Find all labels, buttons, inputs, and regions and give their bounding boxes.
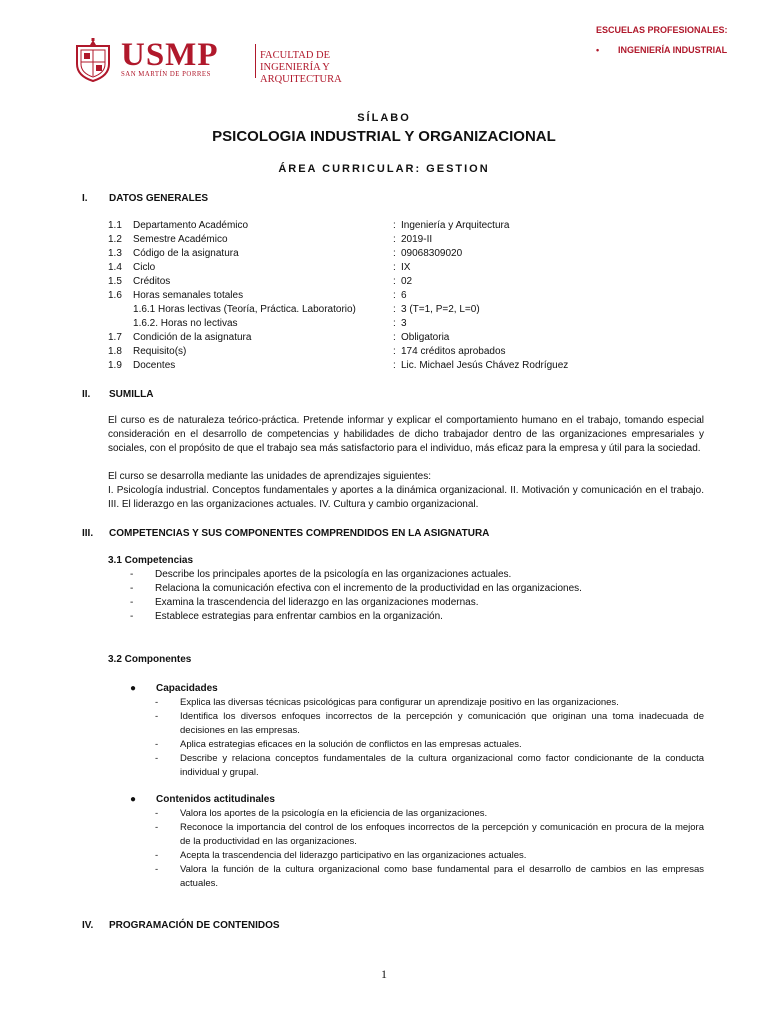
dash-icon: -	[130, 611, 134, 622]
data-value: 6	[401, 290, 407, 301]
data-value: 2019-II	[401, 234, 433, 245]
schools-item	[596, 45, 727, 55]
dash-icon: -	[155, 850, 159, 861]
section-2-heading	[82, 389, 153, 400]
summary-paragraph-2: El curso se desarrolla mediante las unidades de aprendizajes siguientes:	[108, 471, 431, 482]
capacidades-heading	[130, 683, 218, 694]
dash-icon: -	[155, 711, 159, 722]
actitudinales-heading	[130, 794, 275, 805]
data-label: 1.4 Ciclo	[108, 262, 156, 273]
capacidades-item	[155, 738, 704, 752]
data-label: 1.9 Docentes	[108, 360, 176, 371]
section-4-heading	[82, 920, 280, 931]
data-separator: :	[393, 220, 396, 231]
item-text: Explica las diversas técnicas psicológicas para configurar un aprendizaje positivo en las organizaciones.	[180, 697, 619, 708]
competencia-text: Examina la trascendencia del liderazgo en las organizaciones modernas.	[155, 597, 479, 608]
dash-icon: -	[130, 569, 134, 580]
data-label: 1.6.1 Horas lectivas (Teoría, Práctica. Laboratorio)	[108, 304, 356, 315]
data-value: 3 (T=1, P=2, L=0)	[401, 304, 480, 315]
data-label: 1.5 Créditos	[108, 276, 171, 287]
capacidades-item	[155, 696, 704, 710]
page-number: 1	[381, 967, 387, 981]
schools-title: ESCUELAS PROFESIONALES:	[596, 25, 728, 35]
data-separator: :	[393, 248, 396, 259]
componentes-heading: 3.2 Componentes	[108, 654, 192, 665]
item-text: Reconoce la importancia del control de los enfoques incorrectos de la percepción y comunicación en procura de la mejora de la productividad en las organizaciones.	[180, 822, 704, 847]
university-logo	[72, 38, 382, 84]
item-text: Describe y relaciona conceptos fundamentales de la cultura organizacional como factor condicionante de la conducta individual y grupal.	[180, 753, 704, 778]
actitudinales-item	[155, 863, 704, 891]
summary-paragraph-1: El curso es de naturaleza teórico-práctica. Pretende informar y explicar el comportamiento humano en el trabajo, tomando especial consideración en el desarrollo de competencias y habilidades de dicho trabajador dentro de las organizaciones empresariales y sociales, con el propósito de que el trabajo sea más satisfactorio para el individuo, más eficaz para la empresa y útil para la sociedad.	[108, 415, 704, 454]
data-label: 1.6 Horas semanales totales	[108, 290, 244, 301]
course-title: PSICOLOGIA INDUSTRIAL Y ORGANIZACIONAL	[212, 128, 556, 145]
dash-icon: -	[155, 808, 159, 819]
competencia-item	[130, 596, 479, 610]
capacidades-item	[155, 710, 704, 738]
actitudinales-item	[155, 807, 704, 821]
data-label: 1.7 Condición de la asignatura	[108, 332, 252, 343]
university-seal-icon	[72, 38, 114, 82]
section-number: II.	[82, 389, 91, 400]
dash-icon: -	[155, 822, 159, 833]
faculty-line-2: INGENIERÍA Y ARQUITECTURA	[260, 62, 342, 85]
dash-icon: -	[155, 697, 159, 708]
data-separator: :	[393, 262, 396, 273]
faculty-name	[260, 50, 382, 86]
dash-icon: -	[155, 753, 159, 764]
section-title: SUMILLA	[109, 389, 154, 400]
section-number: IV.	[82, 920, 94, 931]
actitudinales-item	[155, 849, 704, 863]
item-text: Identifica los diversos enfoques incorrectos de la percepción y comunicación que originan una toma inadecuada de decisiones en las empresas.	[180, 711, 704, 736]
competencia-text: Establece estrategias para enfrentar cambios en la organización.	[155, 611, 443, 622]
competencia-item	[130, 610, 443, 624]
document-type: SÍLABO	[357, 112, 411, 124]
data-label: 1.8 Requisito(s)	[108, 346, 187, 357]
competencia-text: Describe los principales aportes de la psicología en las organizaciones actuales.	[155, 569, 512, 580]
dash-icon: -	[155, 739, 159, 750]
data-label: 1.1 Departamento Académico	[108, 220, 249, 231]
actitudinales-item	[155, 821, 704, 849]
data-value: 09068309020	[401, 248, 463, 259]
logo-subtitle: SAN MARTÍN DE PORRES	[121, 71, 211, 78]
section-title: COMPETENCIAS Y SUS COMPONENTES COMPRENDIDOS EN LA ASIGNATURA	[109, 528, 490, 539]
item-text: Valora los aportes de la psicología en la eficiencia de las organizaciones.	[180, 808, 488, 819]
section-number: III.	[82, 528, 94, 539]
data-value: 02	[401, 276, 413, 287]
section-title: PROGRAMACIÓN DE CONTENIDOS	[109, 920, 280, 931]
logo-wordmark: USMP	[121, 37, 219, 73]
bullet-icon: ●	[130, 683, 137, 694]
data-separator: :	[393, 332, 396, 343]
data-value: Obligatoria	[401, 332, 450, 343]
dash-icon: -	[130, 583, 134, 594]
schools-item-label: INGENIERÍA INDUSTRIAL	[618, 45, 728, 55]
section-title: DATOS GENERALES	[109, 193, 209, 204]
data-separator: :	[393, 276, 396, 287]
actitudinales-label: Contenidos actitudinales	[156, 794, 275, 805]
data-value: Lic. Michael Jesús Chávez Rodríguez	[401, 360, 569, 371]
data-label: 1.3 Código de la asignatura	[108, 248, 239, 259]
item-text: Valora la función de la cultura organizacional como base fundamental para el desarrollo de cambios en las empresas actuales.	[180, 864, 704, 889]
section-3-heading	[82, 528, 489, 539]
faculty-line-1: FACULTAD DE	[260, 50, 331, 61]
dash-icon: -	[155, 864, 159, 875]
data-separator: :	[393, 304, 396, 315]
data-separator: :	[393, 290, 396, 301]
competencia-text: Relaciona la comunicación efectiva con el incremento de la productividad en las organizaciones.	[155, 583, 582, 594]
data-separator: :	[393, 234, 396, 245]
section-number: I.	[82, 193, 88, 204]
capacidades-item	[155, 752, 704, 780]
data-value: 3	[401, 318, 407, 329]
competencias-heading: 3.1 Competencias	[108, 555, 194, 566]
section-1-heading	[82, 193, 208, 204]
data-value: 174 créditos aprobados	[401, 346, 506, 357]
capacidades-label: Capacidades	[156, 683, 218, 694]
summary-paragraph-3: I. Psicología industrial. Conceptos fundamentales y aportes a la dinámica organizacional. II. Motivación y comunicación en el trabajo. III. El liderazgo en las organizaciones actuales. IV. Cultura y cambio organizacional.	[108, 485, 704, 510]
item-text: Aplica estrategias eficaces en la solución de conflictos en las empresas actuales.	[180, 739, 522, 750]
dash-icon: -	[130, 597, 134, 608]
bullet-icon: •	[596, 45, 600, 55]
data-separator: :	[393, 346, 396, 357]
data-label: 1.6.2. Horas no lectivas	[108, 318, 238, 329]
data-separator: :	[393, 360, 396, 371]
item-text: Acepta la trascendencia del liderazgo participativo en las organizaciones actuales.	[180, 850, 527, 861]
data-value: IX	[401, 262, 411, 273]
data-value: Ingeniería y Arquitectura	[401, 220, 510, 231]
logo-divider	[255, 44, 256, 78]
curricular-area: ÁREA CURRICULAR: GESTION	[278, 163, 490, 175]
competencia-item	[130, 568, 511, 582]
data-separator: :	[393, 318, 396, 329]
data-label: 1.2 Semestre Académico	[108, 234, 228, 245]
bullet-icon: ●	[130, 794, 137, 805]
competencia-item	[130, 582, 582, 596]
